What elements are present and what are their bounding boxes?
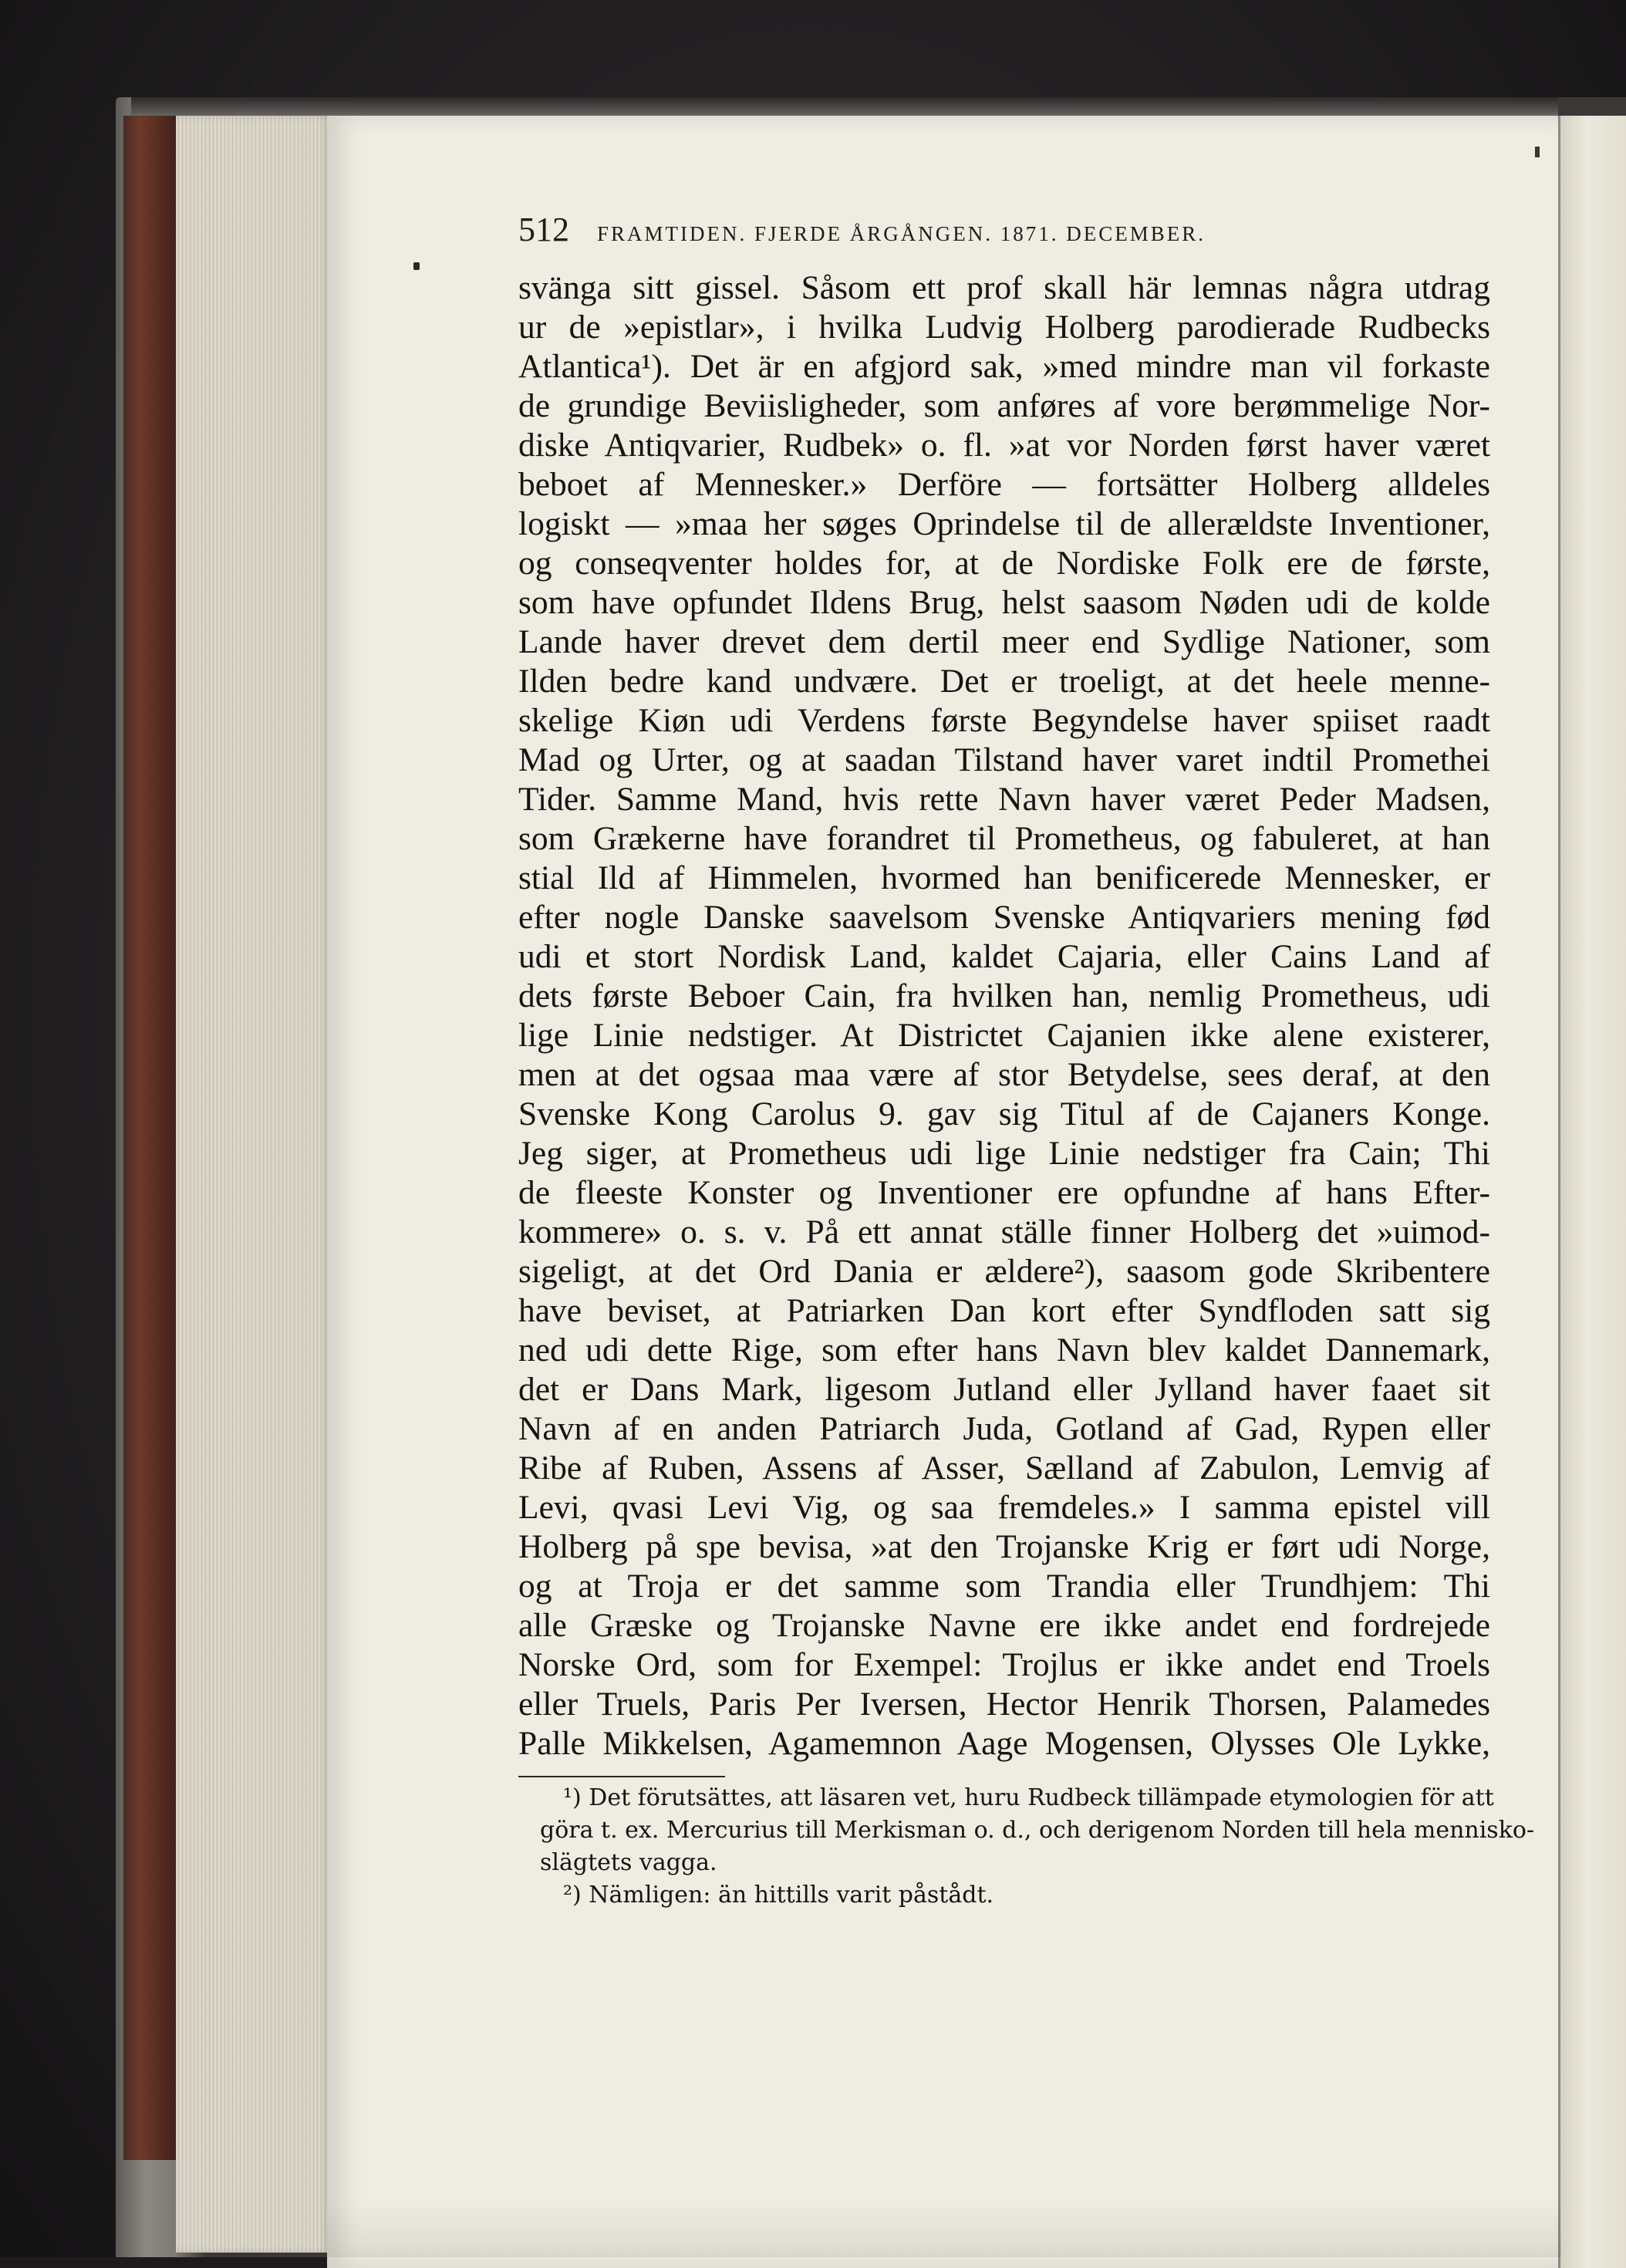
text-line: alle Græske og Trojanske Navne ere ikke andet end fordrejede	[518, 1607, 1490, 1644]
text-line: ur de »epistlar», i hvilka Ludvig Holberg parodierade Rudbecks	[518, 309, 1490, 346]
text-line: Mad og Urter, og at saadan Tilstand haver varet indtil Promethei	[518, 741, 1490, 778]
text-line: beboet af Mennesker.» Derföre — fortsätter Holberg alldeles	[518, 466, 1490, 503]
page-number: 512	[518, 211, 569, 248]
margin-mark	[413, 262, 420, 270]
text-line: og at Troja er det samme som Trandia eller Trundhjem: Thi	[518, 1568, 1490, 1605]
text-line: skelige Kiøn udi Verdens første Begyndelse haver spiiset raadt	[518, 702, 1490, 739]
text-line: men at det ogsaa maa være af stor Betydelse, sees deraf, at den	[518, 1056, 1490, 1093]
text-line: som Grækerne have forandret til Prometheus, og fabuleret, at han	[518, 820, 1490, 857]
page-header	[518, 210, 1537, 256]
edge-mark	[1535, 147, 1540, 157]
text-line: Ilden bedre kand undvære. Det er troeligt, at det heele menne-	[518, 663, 1490, 700]
footnotes	[540, 1782, 1535, 1912]
text-line: Ribe af Ruben, Assens af Asser, Sælland af Zabulon, Lemvig af	[518, 1450, 1490, 1487]
text-line: ned udi dette Rige, som efter hans Navn blev kaldet Dannemark,	[518, 1331, 1490, 1369]
text-line: Navn af en anden Patriarch Juda, Gotland af Gad, Rypen eller	[518, 1410, 1490, 1447]
running-head: FRAMTIDEN. FJERDE ÅRGÅNGEN. 1871. DECEMBER.	[597, 222, 1206, 245]
footnote-line: göra t. ex. Mercurius till Merkisman o. d., och derigenom Norden till hela mennisko-	[540, 1817, 1535, 1844]
text-line: stial Ild af Himmelen, hvormed han benificerede Mennesker, er	[518, 859, 1490, 896]
facing-page-edge	[1558, 116, 1626, 2268]
text-line: have beviset, at Patriarken Dan kort efter Syndfloden satt sig	[518, 1292, 1490, 1329]
text-line: de fleeste Konster og Inventioner ere opfundne af hans Efter-	[518, 1174, 1490, 1211]
text-line: diske Antiqvarier, Rudbek» o. fl. »at vor Norden først haver været	[518, 427, 1490, 464]
text-line: Tider. Samme Mand, hvis rette Navn haver været Peder Madsen,	[518, 781, 1490, 818]
text-line: Jeg siger, at Prometheus udi lige Linie nedstiger fra Cain; Thi	[518, 1135, 1490, 1172]
text-line: logiskt — »maa her søges Oprindelse til de allerældste Inventioner,	[518, 505, 1490, 542]
footnote-line: ²) Nämligen: än hittills varit påstådt.	[563, 1882, 994, 1909]
text-line: lige Linie nedstiger. At Districtet Cajanien ikke alene existerer,	[518, 1017, 1490, 1054]
page-bottom-shadow	[327, 2199, 1561, 2257]
book-spine	[123, 116, 177, 2160]
text-line: kommere» o. s. v. På ett annat ställe finner Holberg det »uimod-	[518, 1213, 1490, 1250]
text-line: Lande haver drevet dem dertil meer end Sydlige Nationer, som	[518, 623, 1490, 660]
text-line: de grundige Beviisligheder, som anføres af vore berømmelige Nor-	[518, 387, 1490, 424]
footnote-rule	[518, 1776, 725, 1777]
text-line: efter nogle Danske saavelsom Svenske Antiqvariers mening fød	[518, 899, 1490, 936]
text-line: Holberg på spe bevisa, »at den Trojanske Krig er ført udi Norge,	[518, 1528, 1490, 1565]
text-line: Norske Ord, som for Exempel: Trojlus er ikke andet end Troels	[518, 1646, 1490, 1683]
text-line: som have opfundet Ildens Brug, helst saasom Nøden udi de kolde	[518, 584, 1490, 621]
text-line: Levi, qvasi Levi Vig, og saa fremdeles.» I samma epistel vill	[518, 1489, 1490, 1526]
footnote-line: slägtets vagga.	[540, 1849, 717, 1876]
text-line: Atlantica¹). Det är en afgjord sak, »med mindre man vil forkaste	[518, 348, 1490, 385]
text-line: sigeligt, at det Ord Dania er ældere²), saasom gode Skribentere	[518, 1253, 1490, 1290]
text-line: eller Truels, Paris Per Iversen, Hector Henrik Thorsen, Palamedes	[518, 1686, 1490, 1723]
text-line: dets første Beboer Cain, fra hvilken han, nemlig Prometheus, udi	[518, 977, 1490, 1014]
text-line: og conseqventer holdes for, at de Nordiske Folk ere de første,	[518, 545, 1490, 582]
footnote-line: ¹) Det förutsättes, att läsaren vet, huru Rudbeck tillämpade etymologien för att	[563, 1784, 1494, 1811]
body-text	[518, 268, 1490, 1763]
page-edges	[176, 116, 330, 2253]
text-line: Svenske Kong Carolus 9. gav sig Titul af de Cajaners Konge.	[518, 1095, 1490, 1132]
text-line: svänga sitt gissel. Såsom ett prof skall här lemnas några utdrag	[518, 269, 1490, 306]
text-line: Palle Mikkelsen, Agamemnon Aage Mogensen, Olysses Ole Lykke,	[518, 1725, 1490, 1762]
text-line: udi et stort Nordisk Land, kaldet Cajaria, eller Cains Land af	[518, 938, 1490, 975]
text-line: det er Dans Mark, ligesom Jutland eller Jylland haver faaet sit	[518, 1371, 1490, 1408]
